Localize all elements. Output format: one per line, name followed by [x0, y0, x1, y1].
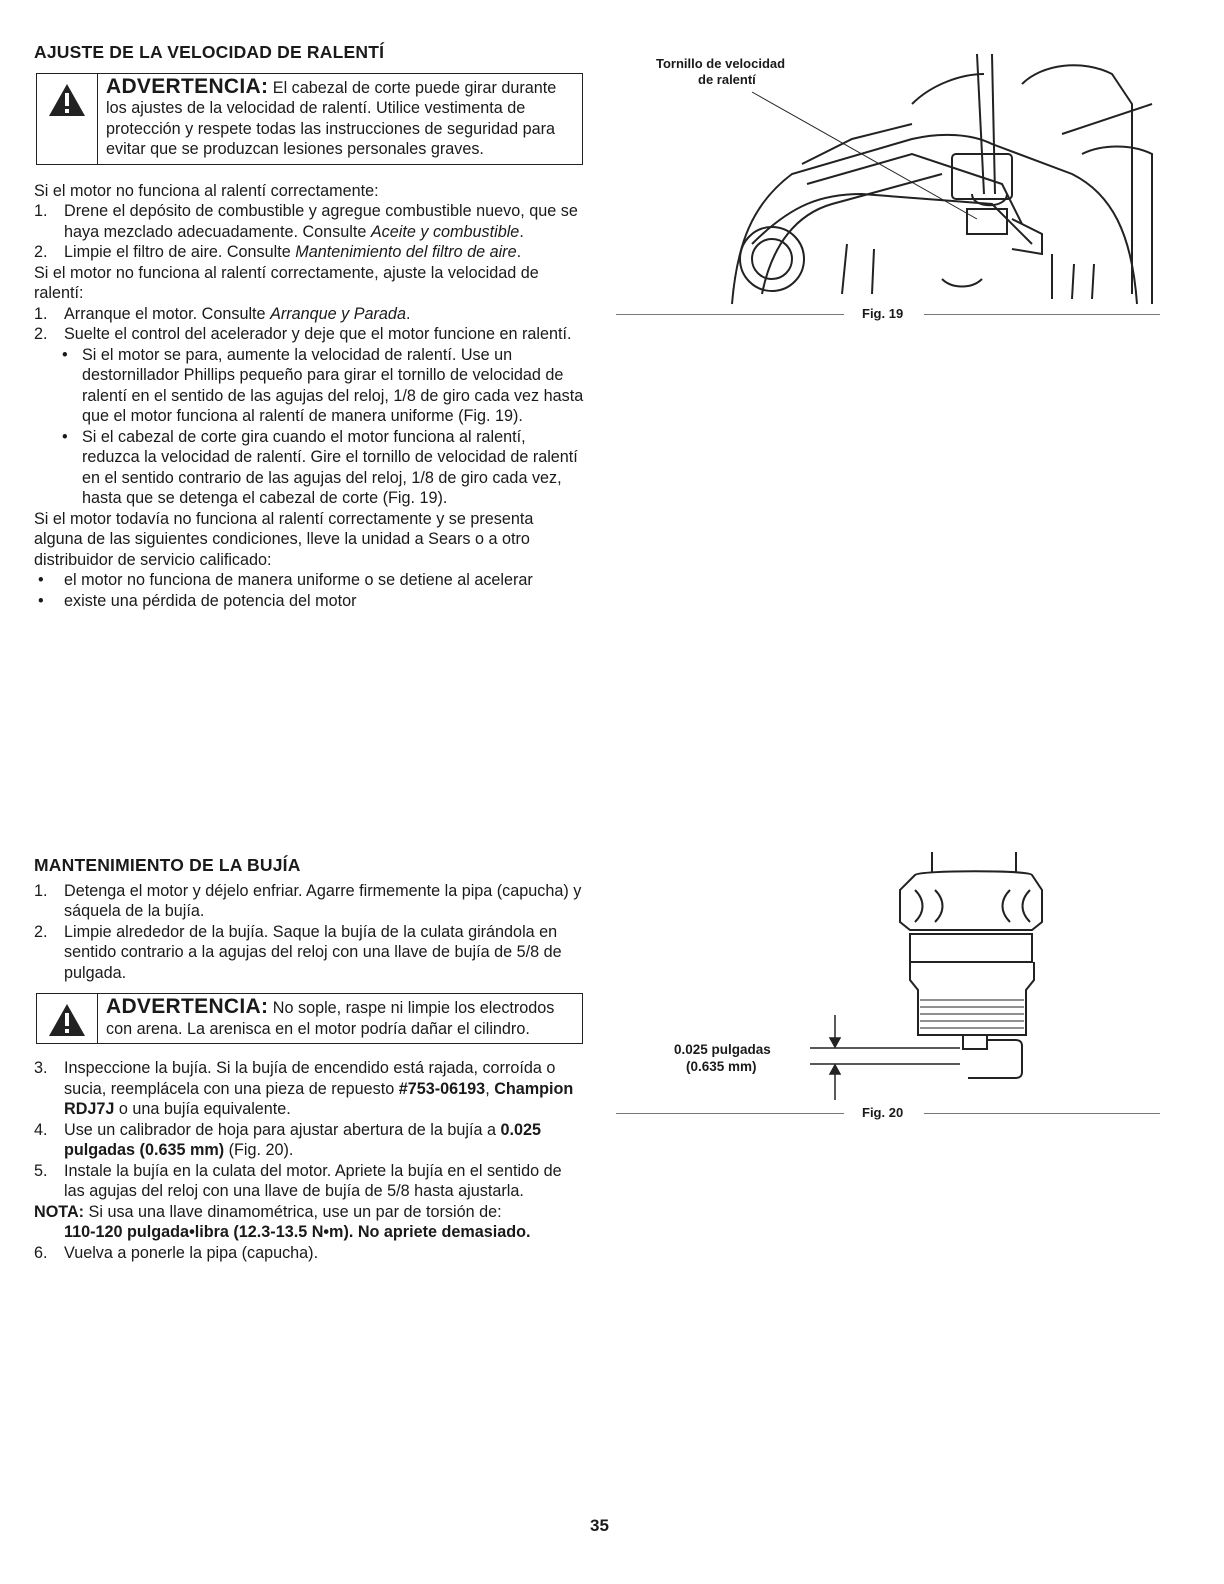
fig20-rule-right	[924, 1113, 1160, 1114]
note: NOTA: Si usa una llave dinamométrica, use un par de torsión de:	[34, 1202, 502, 1221]
figure-20	[660, 850, 1080, 1110]
warning-label: ADVERTENCIA:	[106, 995, 269, 1018]
fig20-callout-line1: 0.025 pulgadas	[674, 1042, 771, 1057]
list-item: 1. Arranque el motor. Consulte Arranque y Parada.	[34, 304, 411, 323]
sub-bullet: • Si el cabezal de corte gira cuando el motor funciona al ralentí, reduzca la velocidad de ralentí. Gire el tornillo de velocidad de ralentí en el sentido contrario de las agujas del reloj, 1/8 de giro cada vez, hasta que se detenga el cabezal de corte (Fig. 19).	[62, 427, 578, 507]
list-item: 1. Drene el depósito de combustible y agregue combustible nuevo, que se haya mezclado adecuadamente. Consulte Aceite y combustible.	[34, 202, 578, 241]
section-heading: AJUSTE DE LA VELOCIDAD DE RALENTÍ	[34, 42, 385, 62]
warning-icon-cell	[37, 994, 98, 1043]
warning-triangle-icon	[47, 82, 87, 118]
intro-text-2: Si el motor no funciona al ralentí correctamente, ajuste la velocidad de ralentí:	[34, 263, 539, 302]
list-item: 1. Detenga el motor y déjelo enfriar. Agarre firmemente la pipa (capucha) y sáquela de la bujía.	[34, 881, 582, 920]
list-item: 2. Limpie alrededor de la bujía. Saque la bujía de la culata girándola en sentido contrario a la agujas del reloj con una llave de bujía de 5/8 de pulgada.	[34, 922, 562, 982]
fig20-caption: Fig. 20	[862, 1105, 904, 1120]
note-label: NOTA:	[34, 1202, 85, 1221]
fig19-rule-left	[616, 314, 844, 315]
fig19-caption: Fig. 19	[862, 306, 904, 321]
section-heading: MANTENIMIENTO DE LA BUJÍA	[34, 855, 301, 875]
warning-text	[98, 994, 582, 1043]
warning-box	[36, 993, 583, 1044]
list-item: 6. Vuelva a ponerle la pipa (capucha).	[34, 1243, 319, 1262]
warning-text	[98, 74, 582, 164]
intro-text: Si el motor no funciona al ralentí correctamente:	[34, 181, 379, 200]
list-item: 2. Suelte el control del acelerador y deje que el motor funcione en ralentí.	[34, 325, 572, 343]
list-item: 3. Inspeccione la bujía. Si la bujía de encendido está rajada, corroída o sucia, reemplácela con una pieza de repuesto #753-06193, Champion RDJ7J o una bujía equivalente.	[34, 1059, 574, 1118]
fig19-callout-line2: de ralentí	[698, 72, 756, 87]
condition-bullet: • el motor no funciona de manera uniforme o se detiene al acelerar	[38, 571, 533, 589]
warning-box	[36, 73, 583, 165]
page-number: 35	[590, 1516, 609, 1535]
warning-body: El cabezal de corte puede girar durante los ajustes de la velocidad de ralentí. Utilice vestimenta de protección y respete todas las instrucciones de seguridad para evitar que se produzcan lesiones personales graves.	[106, 78, 557, 158]
warning-body: No sople, raspe ni limpie los electrodos con arena. La arenisca en el motor podría dañar el cilindro.	[106, 999, 555, 1038]
warning-label: ADVERTENCIA:	[106, 74, 269, 98]
outro-text: Si el motor todavía no funciona al ralentí correctamente y se presenta alguna de las siguientes condiciones, lleve la unidad a Sears o a otro distribuidor de servicio calificado:	[34, 509, 534, 569]
warning-triangle-icon	[47, 1002, 87, 1038]
section-spark-plug	[34, 855, 584, 1263]
engine-illustration	[612, 44, 1164, 312]
condition-bullet: • existe una pérdida de potencia del motor	[38, 591, 357, 610]
fig20-callout-line2: (0.635 mm)	[686, 1059, 757, 1074]
sub-bullet: • Si el motor se para, aumente la velocidad de ralentí. Use un destornillador Phillips pequeño para girar el tornillo de velocidad de ralentí en el sentido de las agujas del reloj, 1/8 de giro cada vez hasta que el motor funciona al ralentí de manera uniforme (Fig. 19).	[62, 345, 584, 425]
warning-icon-cell	[37, 74, 98, 164]
list-item: 2. Limpie el filtro de aire. Consulte Mantenimiento del filtro de aire.	[34, 243, 522, 261]
fig19-rule-right	[924, 314, 1160, 315]
fig20-rule-left	[616, 1113, 844, 1114]
list-item: 4. Use un calibrador de hoja para ajustar abertura de la bujía a 0.025 pulgadas (0.635 mm) (Fig. 20).	[34, 1120, 541, 1159]
fig19-callout-line1: Tornillo de velocidad	[656, 56, 786, 71]
note-torque: 110-120 pulgada•libra (12.3-13.5 N•m). No apriete demasiado.	[64, 1223, 531, 1241]
list-item: 5. Instale la bujía en la culata del motor. Apriete la bujía en el sentido de las agujas del reloj con una llave de bujía de 5/8 hasta ajustarla.	[34, 1161, 562, 1200]
section-idle-speed	[34, 42, 584, 611]
figure-19	[612, 44, 1164, 324]
